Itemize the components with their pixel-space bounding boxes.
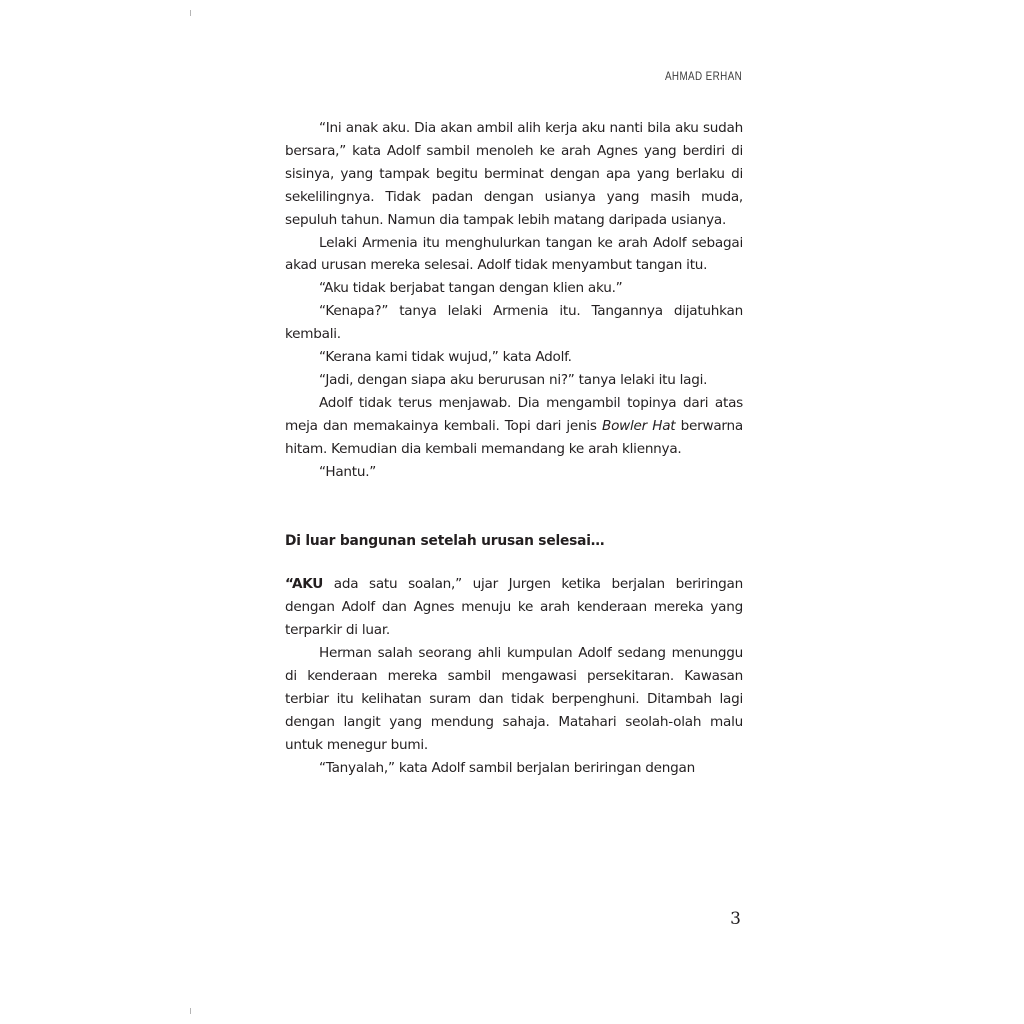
paragraph-text: ada satu soalan,” ujar Jurgen ketika berjalan beriringan dengan Adolf dan Agnes menuju ke arah kenderaan mereka yang terparkir di luar. (285, 576, 743, 639)
italic-phrase: Bowler Hat (602, 417, 676, 434)
paragraph-text: berwarna hitam. Kemudian dia kembali memandang ke arah kliennya. (285, 417, 743, 457)
crop-mark-top (190, 10, 191, 16)
paragraph: “Tanyalah,” kata Adolf sambil berjalan beriringan dengan (319, 759, 695, 776)
paragraph: “Aku tidak berjabat tangan dengan klien aku.” (319, 280, 623, 297)
crop-mark-bottom (190, 1008, 191, 1014)
paragraph: “Ini anak aku. Dia akan ambil alih kerja aku nanti bila aku sudah bersara,” kata Adolf sambil menoleh ke arah Agnes yang berdiri di sisinya, yang tampak begitu berminat dengan apa yang berlaku di sekelilingnya. Tidak padan dengan usianya yang masih muda, sepuluh tahun. Namun dia tampak lebih matang daripada usianya. (285, 120, 743, 228)
running-head-author: AHMAD ERHAN (664, 69, 742, 83)
body-text (285, 117, 743, 780)
paragraph-text: Adolf tidak terus menjawab. Dia mengambil topinya dari atas meja dan memakainya kembali. Topi dari jenis (285, 394, 743, 434)
drop-word: AKU (291, 576, 324, 593)
paragraph: “Kenapa?” tanya lelaki Armenia itu. Tangannya dijatuhkan kembali. (285, 303, 743, 343)
paragraph: Herman salah seorang ahli kumpulan Adolf sedang menunggu di kenderaan mereka sambil mengawasi persekitaran. Kawasan terbiar itu kelihatan suram dan tidak berpenghuni. Ditambah lagi dengan langit yang mendung sahaja. Matahari seolah-olah malu untuk menegur bumi. (285, 645, 743, 753)
opening-quote: “ (285, 576, 292, 593)
section-heading: Di luar bangunan setelah urusan selesai… (285, 532, 605, 549)
paragraph: “Jadi, dengan siapa aku berurusan ni?” tanya lelaki itu lagi. (319, 371, 708, 388)
section-gap (285, 552, 743, 573)
paragraph-opening (285, 573, 743, 642)
section-gap (285, 484, 743, 530)
page-number: 3 (730, 909, 741, 929)
paragraph: “Hantu.” (319, 463, 377, 480)
paragraph: “Kerana kami tidak wujud,” kata Adolf. (319, 349, 572, 366)
paragraph: Lelaki Armenia itu menghulurkan tangan ke arah Adolf sebagai akad urusan mereka selesai. Adolf tidak menyambut tangan itu. (285, 234, 743, 274)
paragraph-bowler-hat (285, 392, 743, 461)
